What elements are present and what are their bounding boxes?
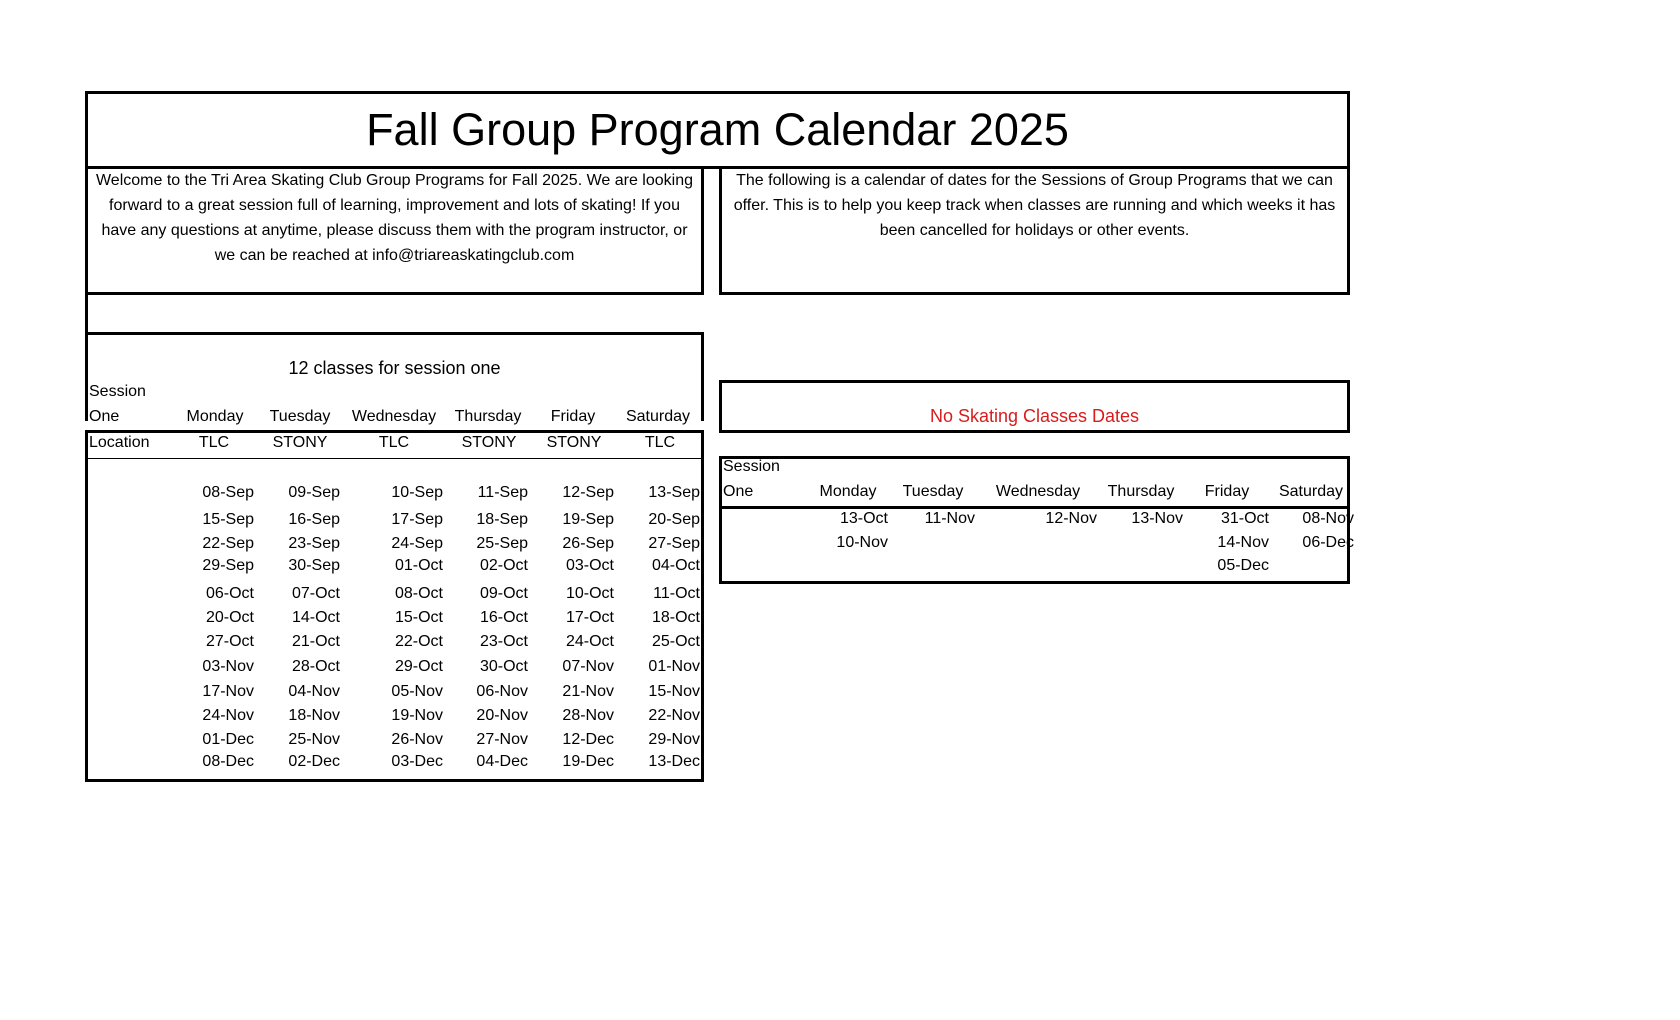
class-date: 07-Nov bbox=[562, 658, 614, 675]
class-date: 01-Nov bbox=[648, 658, 700, 675]
class-date: 03-Nov bbox=[202, 658, 254, 675]
class-date: 15-Oct bbox=[394, 609, 443, 626]
day-header-wednesday: Wednesday bbox=[351, 408, 437, 425]
class-date: 11-Oct bbox=[653, 585, 700, 602]
day-header-monday: Monday bbox=[186, 408, 244, 425]
class-date: 30-Sep bbox=[288, 557, 340, 574]
calendar-description: The following is a calendar of dates for the Sessions of Group Programs that we can offer. This is to help you keep track when classes are running and which weeks it has been cancelled for holidays or other events. bbox=[719, 166, 1350, 295]
class-date: 19-Sep bbox=[562, 511, 614, 528]
class-date: 25-Sep bbox=[476, 535, 528, 552]
class-date: 25-Nov bbox=[288, 731, 340, 748]
class-date: 10-Oct bbox=[565, 585, 614, 602]
cancelled-date: 06-Dec bbox=[1302, 534, 1354, 551]
class-date: 19-Dec bbox=[562, 753, 614, 770]
location-rule bbox=[85, 458, 704, 459]
cancelled-date: 05-Dec bbox=[1217, 557, 1269, 574]
class-date: 03-Oct bbox=[565, 557, 614, 574]
cancelled-date: 13-Nov bbox=[1131, 510, 1183, 527]
session-label: One bbox=[723, 483, 754, 500]
session-label: Session bbox=[723, 458, 780, 475]
table-right-border bbox=[701, 380, 704, 421]
cancelled-date: 31-Oct bbox=[1220, 510, 1269, 527]
class-date: 04-Oct bbox=[651, 557, 700, 574]
cancelled-date: 10-Nov bbox=[836, 534, 888, 551]
class-date: 17-Oct bbox=[565, 609, 614, 626]
class-date: 29-Oct bbox=[394, 658, 443, 675]
location-cell: STONY bbox=[546, 434, 602, 451]
session-one-heading: 12 classes for session one bbox=[85, 332, 704, 382]
class-date: 03-Dec bbox=[391, 753, 443, 770]
location-cell: TLC bbox=[378, 434, 410, 451]
class-date: 24-Sep bbox=[391, 535, 443, 552]
calendar-title: Fall Group Program Calendar 2025 bbox=[85, 91, 1350, 169]
noskate-left-border bbox=[719, 456, 722, 584]
class-date: 19-Nov bbox=[391, 707, 443, 724]
class-date: 01-Oct bbox=[394, 557, 443, 574]
class-date: 02-Oct bbox=[479, 557, 528, 574]
class-date: 12-Dec bbox=[562, 731, 614, 748]
class-date: 24-Oct bbox=[565, 633, 614, 650]
class-date: 29-Sep bbox=[202, 557, 254, 574]
class-date: 18-Nov bbox=[288, 707, 340, 724]
noskate-day-saturday: Saturday bbox=[1278, 483, 1344, 500]
class-date: 07-Oct bbox=[291, 585, 340, 602]
location-label: Location bbox=[89, 434, 150, 451]
class-date: 13-Dec bbox=[648, 753, 700, 770]
day-header-tuesday: Tuesday bbox=[269, 408, 331, 425]
class-date: 26-Sep bbox=[562, 535, 614, 552]
location-cell: TLC bbox=[644, 434, 676, 451]
day-header-friday: Friday bbox=[550, 408, 596, 425]
location-cell: STONY bbox=[272, 434, 328, 451]
location-cell: TLC bbox=[198, 434, 230, 451]
class-date: 05-Nov bbox=[391, 683, 443, 700]
class-date: 08-Sep bbox=[202, 484, 254, 501]
class-date: 15-Sep bbox=[202, 511, 254, 528]
noskate-header-rule bbox=[719, 506, 1350, 509]
cancelled-date: 12-Nov bbox=[1045, 510, 1097, 527]
cancelled-date: 14-Nov bbox=[1217, 534, 1269, 551]
noskate-day-monday: Monday bbox=[819, 483, 877, 500]
class-date: 10-Sep bbox=[391, 484, 443, 501]
class-date: 23-Oct bbox=[479, 633, 528, 650]
class-date: 27-Sep bbox=[648, 535, 700, 552]
welcome-text: Welcome to the Tri Area Skating Club Group Programs for Fall 2025. We are looking forward to a great session full of learning, improvement and lots of skating! If you have any questions at anytime, please discuss them with the program instructor, or we can be reached at info@triareaskatingclub.com bbox=[85, 166, 704, 295]
table-header-rule bbox=[85, 430, 704, 433]
class-date: 08-Oct bbox=[394, 585, 443, 602]
class-date: 15-Nov bbox=[648, 683, 700, 700]
class-date: 25-Oct bbox=[651, 633, 700, 650]
class-date: 22-Oct bbox=[394, 633, 443, 650]
class-date: 11-Sep bbox=[477, 484, 528, 501]
class-date: 20-Nov bbox=[476, 707, 528, 724]
class-date: 24-Nov bbox=[202, 707, 254, 724]
class-date: 21-Nov bbox=[562, 683, 614, 700]
day-header-thursday: Thursday bbox=[454, 408, 522, 425]
table-left-border bbox=[85, 430, 88, 782]
class-date: 20-Sep bbox=[648, 511, 700, 528]
class-date: 28-Nov bbox=[562, 707, 614, 724]
class-date: 06-Nov bbox=[476, 683, 528, 700]
class-date: 16-Sep bbox=[288, 511, 340, 528]
class-date: 12-Sep bbox=[562, 484, 614, 501]
cancelled-date: 13-Oct bbox=[839, 510, 888, 527]
class-date: 04-Dec bbox=[476, 753, 528, 770]
session-label: Session bbox=[89, 383, 146, 400]
class-date: 18-Oct bbox=[651, 609, 700, 626]
class-date: 04-Nov bbox=[288, 683, 340, 700]
location-cell: STONY bbox=[461, 434, 517, 451]
class-date: 22-Sep bbox=[202, 535, 254, 552]
class-date: 17-Sep bbox=[391, 511, 443, 528]
class-date: 08-Dec bbox=[202, 753, 254, 770]
cancelled-date: 11-Nov bbox=[924, 510, 975, 527]
noskate-day-wednesday: Wednesday bbox=[995, 483, 1081, 500]
table-bottom-border bbox=[85, 779, 704, 782]
cancelled-date: 08-Nov bbox=[1302, 510, 1354, 527]
border-strip bbox=[85, 293, 88, 335]
class-date: 21-Oct bbox=[291, 633, 340, 650]
class-date: 13-Sep bbox=[648, 484, 700, 501]
class-date: 22-Nov bbox=[648, 707, 700, 724]
day-header-saturday: Saturday bbox=[625, 408, 691, 425]
noskate-day-friday: Friday bbox=[1204, 483, 1250, 500]
noskate-day-tuesday: Tuesday bbox=[902, 483, 964, 500]
class-date: 16-Oct bbox=[479, 609, 528, 626]
session-label: One bbox=[89, 408, 120, 425]
class-date: 06-Oct bbox=[205, 585, 254, 602]
class-date: 27-Nov bbox=[476, 731, 528, 748]
class-date: 30-Oct bbox=[479, 658, 528, 675]
class-date: 27-Oct bbox=[205, 633, 254, 650]
class-date: 17-Nov bbox=[202, 683, 254, 700]
class-date: 23-Sep bbox=[288, 535, 340, 552]
class-date: 09-Oct bbox=[479, 585, 528, 602]
table-left-border bbox=[85, 380, 88, 421]
class-date: 29-Nov bbox=[648, 731, 700, 748]
class-date: 01-Dec bbox=[202, 731, 254, 748]
noskate-day-thursday: Thursday bbox=[1107, 483, 1175, 500]
class-date: 18-Sep bbox=[476, 511, 528, 528]
no-skating-heading: No Skating Classes Dates bbox=[719, 380, 1350, 433]
class-date: 26-Nov bbox=[391, 731, 443, 748]
class-date: 09-Sep bbox=[288, 484, 340, 501]
class-date: 28-Oct bbox=[291, 658, 340, 675]
noskate-top-border bbox=[719, 456, 1350, 459]
class-date: 20-Oct bbox=[205, 609, 254, 626]
table-right-border bbox=[701, 430, 704, 782]
class-date: 02-Dec bbox=[288, 753, 340, 770]
class-date: 14-Oct bbox=[291, 609, 340, 626]
noskate-bottom-border bbox=[719, 581, 1350, 584]
